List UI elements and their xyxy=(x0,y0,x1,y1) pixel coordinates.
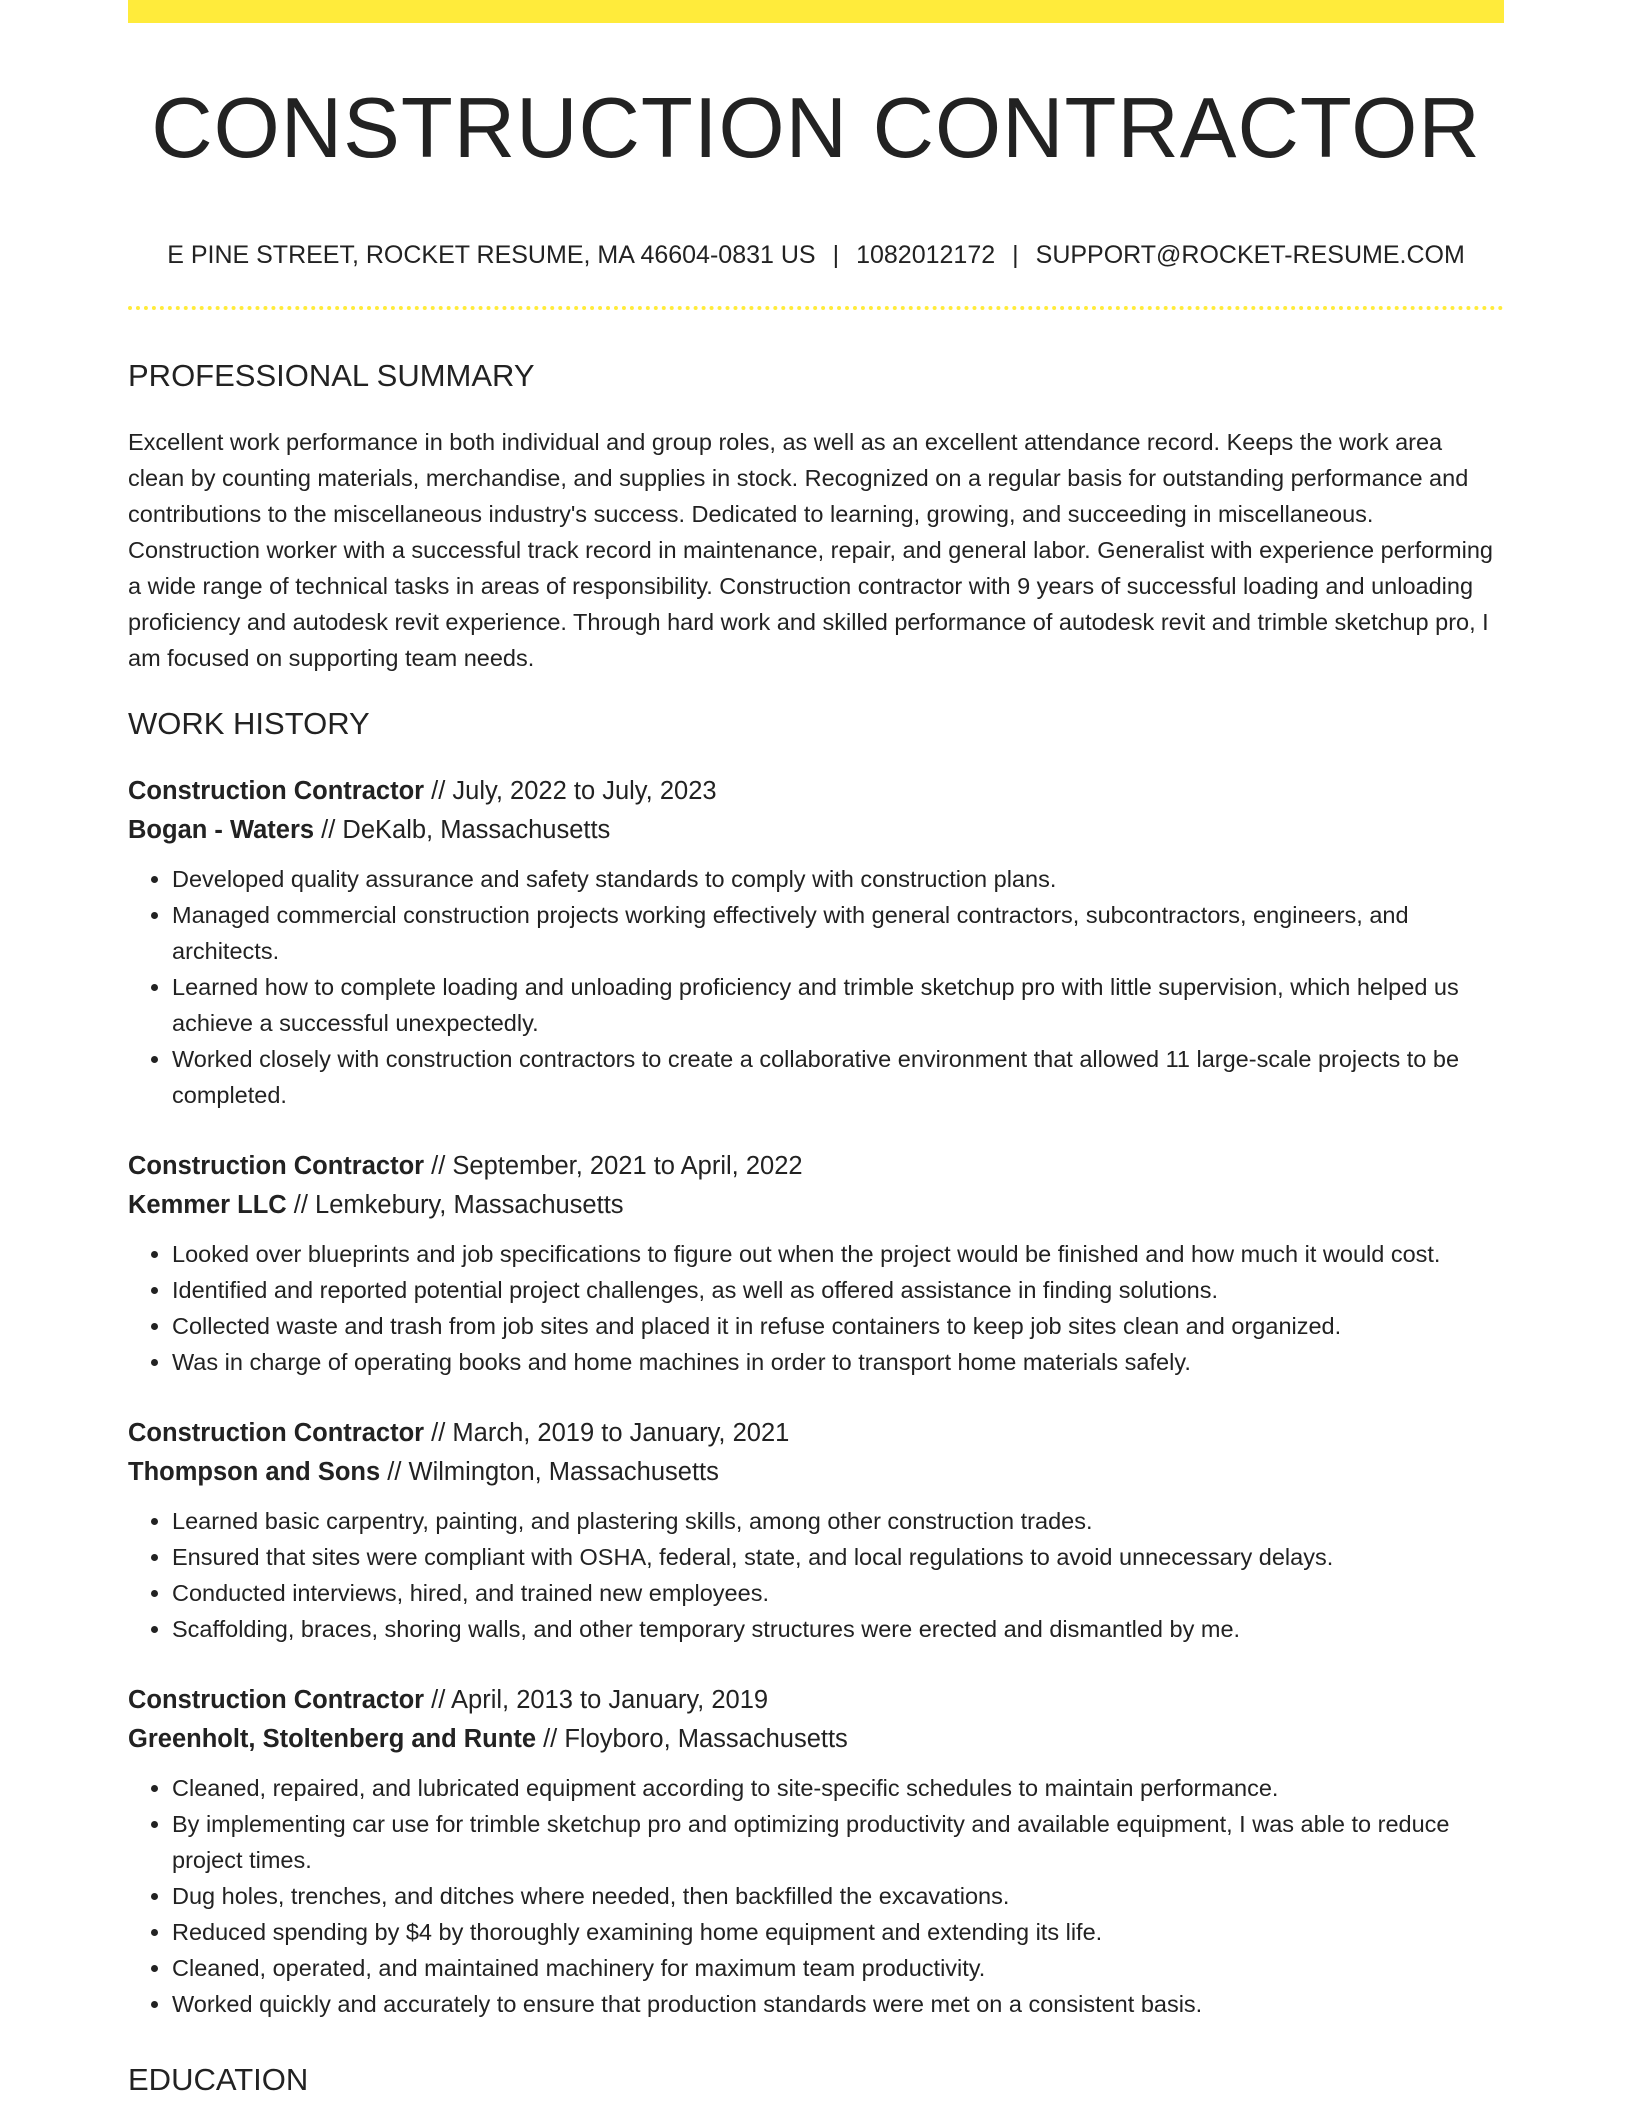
job-title: Construction Contractor xyxy=(128,1152,425,1180)
job-entry xyxy=(128,1681,1504,2022)
job-location: // DeKalb, Massachusetts xyxy=(314,816,611,844)
list-item: • Reduced spending by $4 by thoroughly examining home equipment and extending its life. xyxy=(172,1914,1504,1950)
job-location: // Lemkebury, Massachusetts xyxy=(286,1191,624,1219)
dotted-divider xyxy=(128,306,1504,310)
education-heading: EDUCATION xyxy=(128,2062,309,2097)
job-entry xyxy=(128,1147,1504,1380)
job-dates: // March, 2019 to January, 2021 xyxy=(424,1419,790,1447)
list-item: • Managed commercial construction projects working effectively with general contractors, subcontractors, engineers, and architects. xyxy=(172,897,1504,969)
job-title-line xyxy=(128,1414,1504,1453)
list-item: • Learned how to complete loading and unloading proficiency and trimble sketchup pro with little supervision, which helped us achieve a successful unexpectedly. xyxy=(172,969,1504,1041)
job-title-line xyxy=(128,1147,1504,1186)
list-item: • Worked closely with construction contractors to create a collaborative environment that allowed 11 large-scale projects to be completed. xyxy=(172,1041,1504,1113)
job-location: // Floyboro, Massachusetts xyxy=(536,1725,848,1753)
contact-separator: | xyxy=(832,241,840,269)
page-title: CONSTRUCTION CONTRACTOR xyxy=(151,81,1481,176)
list-item: • Dug holes, trenches, and ditches where needed, then backfilled the excavations. xyxy=(172,1878,1504,1914)
contact-address: E PINE STREET, ROCKET RESUME, MA 46604-0831 US xyxy=(167,241,816,269)
job-list xyxy=(128,772,1504,2022)
job-company-line xyxy=(128,1720,1504,1759)
job-company: Thompson and Sons xyxy=(128,1458,381,1486)
accent-top-bar xyxy=(128,0,1504,23)
job-company: Kemmer LLC xyxy=(128,1191,287,1219)
work-history-heading: WORK HISTORY xyxy=(128,706,370,741)
job-title-line xyxy=(128,772,1504,811)
summary-heading: PROFESSIONAL SUMMARY xyxy=(128,358,535,393)
list-item: • Ensured that sites were compliant with OSHA, federal, state, and local regulations to avoid unnecessary delays. xyxy=(172,1539,1504,1575)
contact-separator: | xyxy=(1012,241,1019,269)
job-company-line xyxy=(128,811,1504,850)
list-item: • Scaffolding, braces, shoring walls, and other temporary structures were erected and dismantled by me. xyxy=(172,1611,1504,1647)
job-title: Construction Contractor xyxy=(128,1686,425,1714)
job-title: Construction Contractor xyxy=(128,777,425,805)
contact-email: SUPPORT@ROCKET-RESUME.COM xyxy=(1035,241,1465,269)
list-item: • Conducted interviews, hired, and trained new employees. xyxy=(172,1575,1504,1611)
list-item: • By implementing car use for trimble sketchup pro and optimizing productivity and available equipment, I was able to reduce project times. xyxy=(172,1806,1504,1878)
job-bullets xyxy=(128,1770,1504,2022)
summary-text: Excellent work performance in both individual and group roles, as well as an excellent attendance record. Keeps the work area clean by counting materials, merchandise, and supplies in stock. Recognized on a regular basis for outstanding performance and contributions to the miscellaneous industry's success. Dedicated to learning, growing, and succeeding in miscellaneous. Construction worker with a successful track record in maintenance, repair, and general labor. Generalist with experience performing a wide range of technical tasks in areas of responsibility. Construction contractor with 9 years of successful loading and unloading proficiency and autodesk revit experience. Through hard work and skilled performance of autodesk revit and trimble sketchup pro, I am focused on supporting team needs. xyxy=(128,429,1493,671)
job-company: Bogan - Waters xyxy=(128,816,315,844)
job-entry xyxy=(128,772,1504,1113)
job-company: Greenholt, Stoltenberg and Runte xyxy=(128,1725,537,1753)
list-item: • Cleaned, repaired, and lubricated equipment according to site-specific schedules to maintain performance. xyxy=(172,1770,1504,1806)
job-company-line xyxy=(128,1186,1504,1225)
list-item: • Cleaned, operated, and maintained machinery for maximum team productivity. xyxy=(172,1950,1504,1986)
job-company-line xyxy=(128,1453,1504,1492)
job-location: // Wilmington, Massachusetts xyxy=(380,1458,719,1486)
contact-phone: 1082012172 xyxy=(856,241,996,269)
job-title-line xyxy=(128,1681,1504,1720)
list-item: • Learned basic carpentry, painting, and plastering skills, among other construction trades. xyxy=(172,1503,1504,1539)
list-item: • Collected waste and trash from job sites and placed it in refuse containers to keep job sites clean and organized. xyxy=(172,1308,1504,1344)
job-bullets xyxy=(128,861,1504,1113)
job-dates: // July, 2022 to July, 2023 xyxy=(424,777,717,805)
job-entry xyxy=(128,1414,1504,1647)
job-bullets xyxy=(128,1503,1504,1647)
job-dates: // September, 2021 to April, 2022 xyxy=(424,1152,803,1180)
job-bullets xyxy=(128,1236,1504,1380)
job-title: Construction Contractor xyxy=(128,1419,425,1447)
list-item: • Developed quality assurance and safety standards to comply with construction plans. xyxy=(172,861,1504,897)
list-item: • Was in charge of operating books and home machines in order to transport home materials safely. xyxy=(172,1344,1504,1380)
contact-line xyxy=(128,238,1504,272)
list-item: • Looked over blueprints and job specifications to figure out when the project would be finished and how much it would cost. xyxy=(172,1236,1504,1272)
resume-body xyxy=(128,352,1504,2128)
list-item: • Worked quickly and accurately to ensure that production standards were met on a consistent basis. xyxy=(172,1986,1504,2022)
list-item: • Identified and reported potential project challenges, as well as offered assistance in finding solutions. xyxy=(172,1272,1504,1308)
job-dates: // April, 2013 to January, 2019 xyxy=(424,1686,769,1714)
